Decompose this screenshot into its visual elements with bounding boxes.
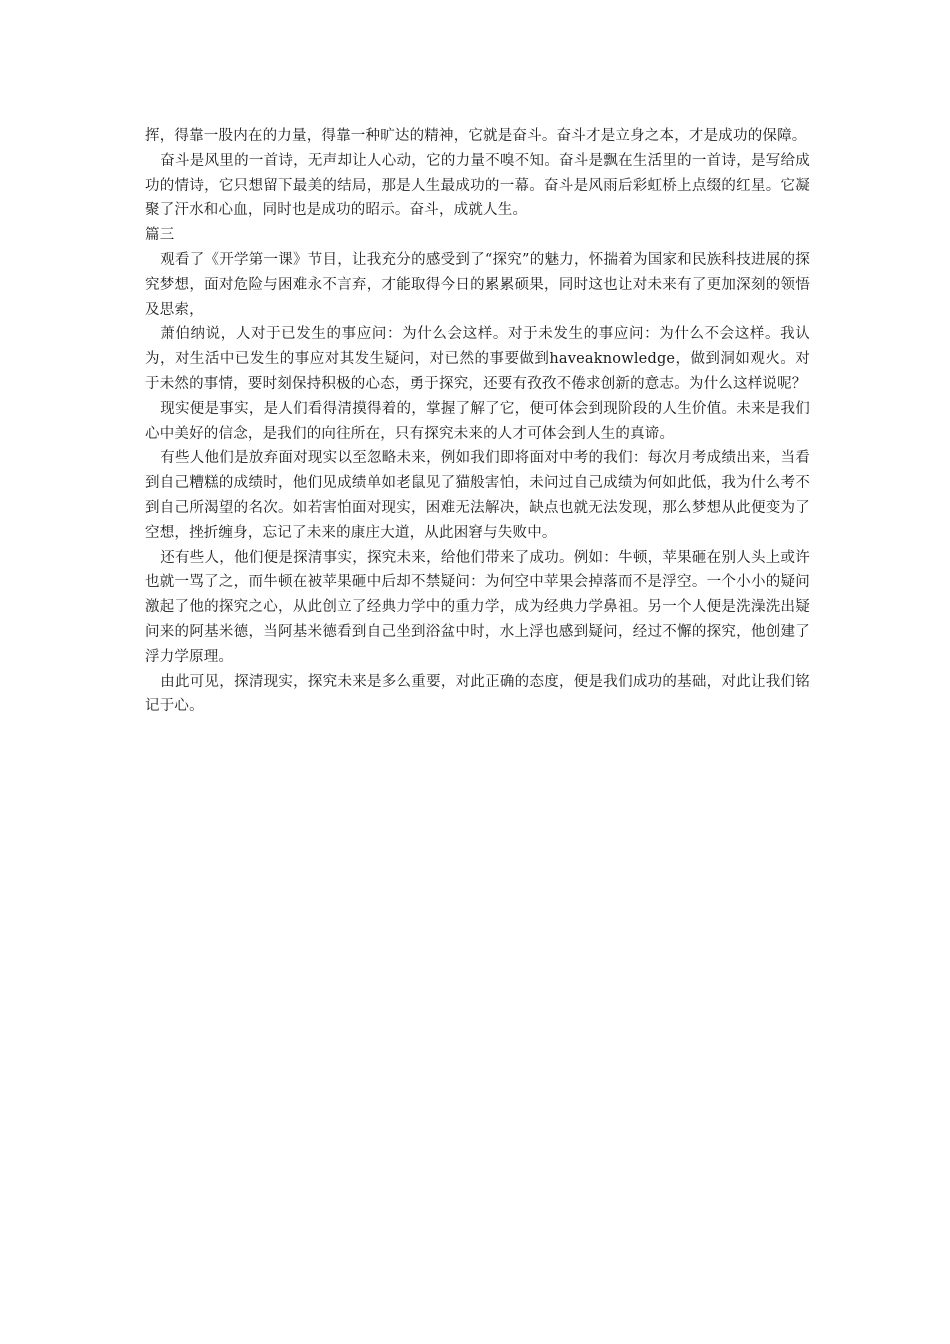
paragraph: 由此可见，探清现实，探究未来是多么重要，对此正确的态度，便是我们成功的基础，对此让我们铭记于心。 [145, 673, 810, 715]
section-heading: 篇三 [145, 227, 175, 244]
paragraph: 还有些人，他们便是探清事实，探究未来，给他们带来了成功。例如：牛顿，苹果砸在别人头上或许也就一骂了之，而牛顿在被苹果砸中后却不禁疑问：为何空中苹果会掉落而不是浮空。一个小小的疑问激起了他的探究之心，从此创立了经典力学中的重力学，成为经典力学鼻祖。另一个人便是洗澡洗出疑问来的阿基米德，当阿基米德看到自己坐到浴盆中时，水上浮也感到疑问，经过不懈的探究，他创建了浮力学原理。 [145, 549, 810, 665]
paragraph: 观看了《开学第一课》节目，让我充分的感受到了“探究”的魅力，怀揣着为国家和民族科技进展的探究梦想，面对危险与困难永不言弃，才能取得今日的累累硕果，同时这也让对未来有了更加深刻的领悟及思索， [145, 251, 810, 318]
paragraph: 奋斗是风里的一首诗，无声却让人心动，它的力量不嗅不知。奋斗是飘在生活里的一首诗，是写给成功的情诗，它只想留下最美的结局，那是人生最成功的一幕。奋斗是风雨后彩虹桥上点缀的红星。它凝聚了汗水和心血，同时也是成功的昭示。奋斗，成就人生。 [145, 152, 810, 219]
paragraph: 现实便是事实，是人们看得清摸得着的，掌握了解了它，便可体会到现阶段的人生价值。未来是我们心中美好的信念，是我们的向往所在，只有探究未来的人才可体会到人生的真谛。 [145, 400, 810, 442]
paragraph-continuation: 挥，得靠一股内在的力量，得靠一种旷达的精神，它就是奋斗。奋斗才是立身之本，才是成功的保障。 [145, 128, 807, 144]
document-body [145, 124, 810, 719]
paragraph: 有些人他们是放弃面对现实以至忽略未来，例如我们即将面对中考的我们：每次月考成绩出来，当看到自己糟糕的成绩时，他们见成绩单如老鼠见了猫般害怕，未问过自己成绩为何如此低，我为什么考不到自己所渴望的名次。如若害怕面对现实，困难无法解决，缺点也就无法发现，那么梦想从此便变为了空想，挫折缠身，忘记了未来的康庄大道，从此困窘与失败中。 [145, 450, 810, 541]
paragraph: 萧伯纳说，人对于已发生的事应问：为什么会这样。对于未发生的事应问：为什么不会这样。我认为，对生活中已发生的事应对其发生疑问，对已然的事要做到haveaknowledge，做到洞如观火。对于未然的事情，要时刻保持积极的心态，勇于探究，还要有孜孜不倦求创新的意志。为什么这样说呢？ [145, 326, 810, 392]
